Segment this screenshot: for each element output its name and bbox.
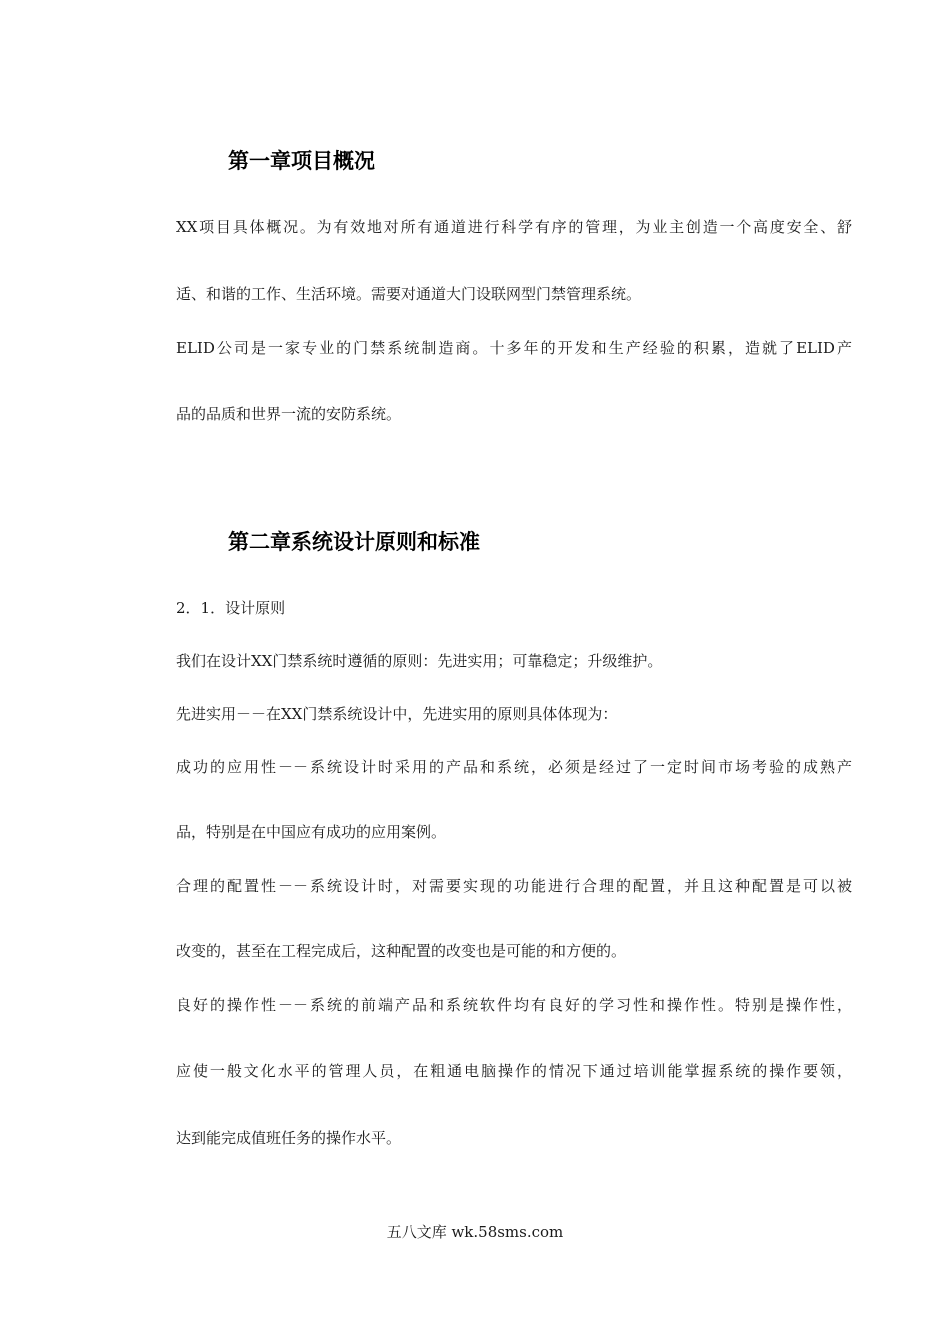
chapter1-line-3: ELID公司是一家专业的门禁系统制造商。十多年的开发和生产经验的积累，造就了ELID产	[176, 339, 852, 357]
chapter2-line-6: 合理的配置性－－系统设计时，对需要实现的功能进行合理的配置，并且这种配置是可以被	[176, 877, 852, 895]
chapter1-line-4: 品的品质和世界一流的安防系统。	[176, 405, 402, 423]
chapter2-title: 第二章系统设计原则和标准	[228, 530, 480, 554]
chapter2-line-9: 应使一般文化水平的管理人员，在粗通电脑操作的情况下通过培训能掌握系统的操作要领，	[176, 1062, 852, 1080]
section-2-1-heading: 2．1．设计原则	[176, 599, 286, 617]
chapter2-line-2: 我们在设计XX门禁系统时遵循的原则：先进实用；可靠稳定；升级维护。	[176, 652, 663, 670]
chapter1-title: 第一章项目概况	[228, 149, 375, 173]
chapter2-line-3: 先进实用－－在XX门禁系统设计中，先进实用的原则具体体现为：	[176, 705, 618, 723]
chapter2-line-4: 成功的应用性－－系统设计时采用的产品和系统，必须是经过了一定时间市场考验的成熟产	[176, 758, 852, 776]
footer-watermark-text: 五八文库 wk.58sms.com	[386, 1223, 564, 1241]
chapter2-line-10: 达到能完成值班任务的操作水平。	[176, 1129, 402, 1147]
chapter1-line-2: 适、和谐的工作、生活环境。需要对通道大门设联网型门禁管理系统。	[176, 285, 642, 303]
chapter2-line-8: 良好的操作性－－系统的前端产品和系统软件均有良好的学习性和操作性。特别是操作性，	[176, 996, 852, 1014]
chapter2-line-5: 品，特别是在中国应有成功的应用案例。	[176, 823, 447, 841]
chapter2-line-7: 改变的，甚至在工程完成后，这种配置的改变也是可能的和方便的。	[176, 942, 627, 960]
chapter1-line-1: XX项目具体概况。为有效地对所有通道进行科学有序的管理，为业主创造一个高度安全、舒	[176, 218, 852, 236]
